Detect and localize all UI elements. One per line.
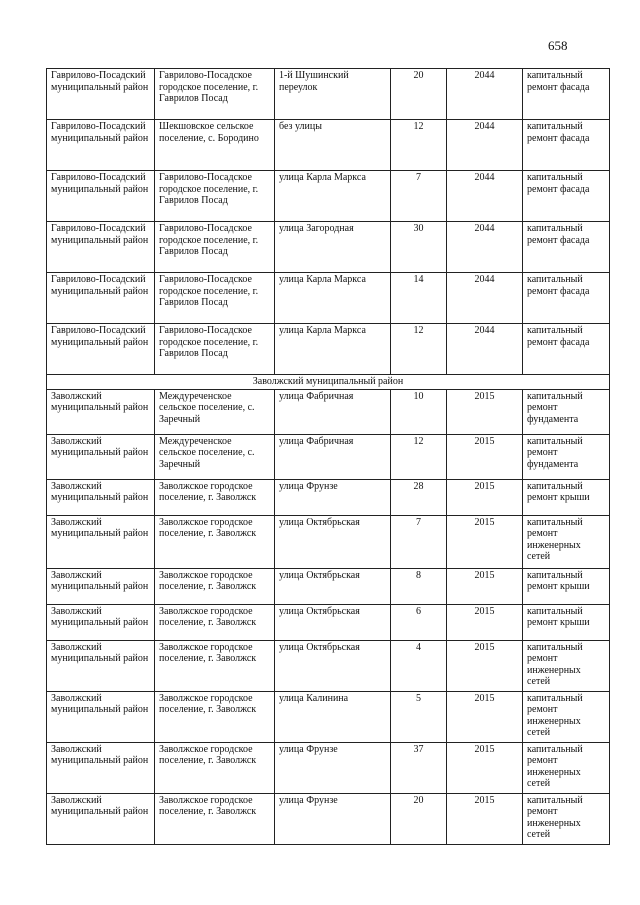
- table-row: [47, 324, 610, 375]
- work-cell: капитальный ремонт фасада: [523, 171, 610, 222]
- work-cell: капитальный ремонт фундамента: [523, 389, 610, 434]
- year-cell: 2015: [447, 742, 523, 793]
- house-cell: 7: [391, 171, 447, 222]
- year-cell: 2015: [447, 479, 523, 515]
- street-cell: улица Фабричная: [275, 434, 391, 479]
- house-cell: 12: [391, 434, 447, 479]
- year-cell: 2044: [447, 69, 523, 120]
- work-cell: капитальный ремонт фасада: [523, 69, 610, 120]
- street-cell: улица Загородная: [275, 222, 391, 273]
- table-row: [47, 515, 610, 568]
- district-cell: Заволжский муниципальный район: [47, 434, 155, 479]
- table-row: [47, 640, 610, 691]
- street-cell: без улицы: [275, 120, 391, 171]
- year-cell: 2015: [447, 793, 523, 844]
- house-cell: 5: [391, 691, 447, 742]
- house-cell: 10: [391, 389, 447, 434]
- table-row: [47, 69, 610, 120]
- year-cell: 2015: [447, 434, 523, 479]
- work-cell: капитальный ремонт инженерных сетей: [523, 742, 610, 793]
- house-cell: 37: [391, 742, 447, 793]
- settlement-cell: Заволжское городское поселение, г. Заволжск: [155, 691, 275, 742]
- settlement-cell: Междуреченское сельское поселение, с. Заречный: [155, 389, 275, 434]
- table-row: [47, 171, 610, 222]
- street-cell: улица Фабричная: [275, 389, 391, 434]
- street-cell: улица Октябрьская: [275, 604, 391, 640]
- district-cell: Заволжский муниципальный район: [47, 640, 155, 691]
- table-row: [47, 742, 610, 793]
- house-cell: 28: [391, 479, 447, 515]
- settlement-cell: Гаврилово-Посадское городское поселение, г. Гаврилов Посад: [155, 324, 275, 375]
- street-cell: улица Октябрьская: [275, 568, 391, 604]
- section-title: Заволжский муниципальный район: [47, 375, 610, 390]
- work-cell: капитальный ремонт инженерных сетей: [523, 640, 610, 691]
- house-cell: 6: [391, 604, 447, 640]
- house-cell: 4: [391, 640, 447, 691]
- settlement-cell: Заволжское городское поселение, г. Заволжск: [155, 640, 275, 691]
- table-row: [47, 273, 610, 324]
- district-cell: Заволжский муниципальный район: [47, 568, 155, 604]
- table-row: [47, 434, 610, 479]
- year-cell: 2044: [447, 222, 523, 273]
- street-cell: улица Фрунзе: [275, 793, 391, 844]
- settlement-cell: Заволжское городское поселение, г. Заволжск: [155, 568, 275, 604]
- work-cell: капитальный ремонт крыши: [523, 479, 610, 515]
- settlement-cell: Гаврилово-Посадское городское поселение, г. Гаврилов Посад: [155, 273, 275, 324]
- section-row: [47, 375, 610, 390]
- district-cell: Заволжский муниципальный район: [47, 793, 155, 844]
- year-cell: 2044: [447, 171, 523, 222]
- settlement-cell: Гаврилово-Посадское городское поселение, г. Гаврилов Посад: [155, 171, 275, 222]
- street-cell: улица Октябрьская: [275, 515, 391, 568]
- year-cell: 2015: [447, 691, 523, 742]
- settlement-cell: Заволжское городское поселение, г. Заволжск: [155, 793, 275, 844]
- work-cell: капитальный ремонт крыши: [523, 568, 610, 604]
- year-cell: 2015: [447, 604, 523, 640]
- district-cell: Гаврилово-Посадский муниципальный район: [47, 69, 155, 120]
- table-row: [47, 568, 610, 604]
- year-cell: 2044: [447, 324, 523, 375]
- street-cell: улица Фрунзе: [275, 742, 391, 793]
- work-cell: капитальный ремонт фасада: [523, 273, 610, 324]
- house-cell: 8: [391, 568, 447, 604]
- work-cell: капитальный ремонт инженерных сетей: [523, 515, 610, 568]
- year-cell: 2015: [447, 568, 523, 604]
- settlement-cell: Заволжское городское поселение, г. Заволжск: [155, 742, 275, 793]
- year-cell: 2015: [447, 640, 523, 691]
- district-cell: Заволжский муниципальный район: [47, 604, 155, 640]
- page-number: 658: [548, 38, 568, 53]
- work-cell: капитальный ремонт фасада: [523, 120, 610, 171]
- work-cell: капитальный ремонт фундамента: [523, 434, 610, 479]
- table-row: [47, 691, 610, 742]
- settlement-cell: Шекшовское сельское поселение, с. Бородино: [155, 120, 275, 171]
- house-cell: 12: [391, 120, 447, 171]
- district-cell: Заволжский муниципальный район: [47, 691, 155, 742]
- table-row: [47, 604, 610, 640]
- year-cell: 2044: [447, 273, 523, 324]
- district-cell: Гаврилово-Посадский муниципальный район: [47, 222, 155, 273]
- year-cell: 2044: [447, 120, 523, 171]
- work-cell: капитальный ремонт инженерных сетей: [523, 691, 610, 742]
- settlement-cell: Заволжское городское поселение, г. Заволжск: [155, 515, 275, 568]
- district-cell: Гаврилово-Посадский муниципальный район: [47, 273, 155, 324]
- street-cell: улица Карла Маркса: [275, 171, 391, 222]
- district-cell: Заволжский муниципальный район: [47, 479, 155, 515]
- house-cell: 20: [391, 793, 447, 844]
- work-cell: капитальный ремонт крыши: [523, 604, 610, 640]
- street-cell: улица Карла Маркса: [275, 273, 391, 324]
- house-cell: 12: [391, 324, 447, 375]
- settlement-cell: Заволжское городское поселение, г. Заволжск: [155, 604, 275, 640]
- settlement-cell: Гаврилово-Посадское городское поселение, г. Гаврилов Посад: [155, 69, 275, 120]
- settlement-cell: Заволжское городское поселение, г. Заволжск: [155, 479, 275, 515]
- street-cell: улица Октябрьская: [275, 640, 391, 691]
- year-cell: 2015: [447, 389, 523, 434]
- house-cell: 20: [391, 69, 447, 120]
- table-row: [47, 479, 610, 515]
- district-cell: Заволжский муниципальный район: [47, 515, 155, 568]
- work-cell: капитальный ремонт фасада: [523, 222, 610, 273]
- settlement-cell: Гаврилово-Посадское городское поселение, г. Гаврилов Посад: [155, 222, 275, 273]
- street-cell: 1-й Шушинский переулок: [275, 69, 391, 120]
- street-cell: улица Калинина: [275, 691, 391, 742]
- table-row: [47, 222, 610, 273]
- district-cell: Гаврилово-Посадский муниципальный район: [47, 324, 155, 375]
- house-cell: 30: [391, 222, 447, 273]
- house-cell: 7: [391, 515, 447, 568]
- work-cell: капитальный ремонт фасада: [523, 324, 610, 375]
- district-cell: Гаврилово-Посадский муниципальный район: [47, 120, 155, 171]
- house-cell: 14: [391, 273, 447, 324]
- district-cell: Гаврилово-Посадский муниципальный район: [47, 171, 155, 222]
- table-row: [47, 120, 610, 171]
- year-cell: 2015: [447, 515, 523, 568]
- housing-repair-table: [46, 68, 610, 845]
- table-row: [47, 389, 610, 434]
- settlement-cell: Междуреченское сельское поселение, с. Заречный: [155, 434, 275, 479]
- street-cell: улица Фрунзе: [275, 479, 391, 515]
- street-cell: улица Карла Маркса: [275, 324, 391, 375]
- district-cell: Заволжский муниципальный район: [47, 742, 155, 793]
- table-row: [47, 793, 610, 844]
- work-cell: капитальный ремонт инженерных сетей: [523, 793, 610, 844]
- district-cell: Заволжский муниципальный район: [47, 389, 155, 434]
